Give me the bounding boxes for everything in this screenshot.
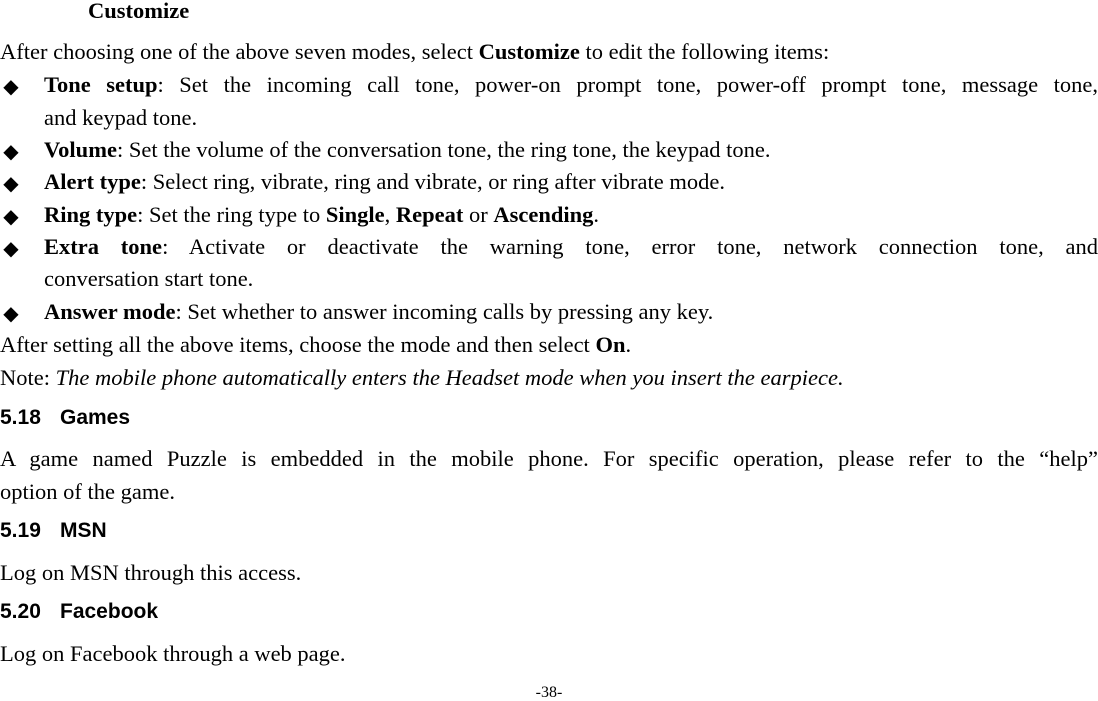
ring-type-option-ascending: Ascending [493, 202, 594, 227]
ring-type-sep1: , [384, 202, 396, 227]
section-heading-msn [0, 520, 107, 541]
volume-term: Volume [44, 137, 117, 162]
section-title: MSN [60, 519, 107, 542]
answer-mode-text: : Set whether to answer incoming calls by pressing any key. [175, 299, 714, 324]
answer-mode-term: Answer mode [44, 299, 176, 324]
intro-bold-customize: Customize [478, 39, 580, 64]
alert-type-term: Alert type [44, 169, 141, 194]
section-number: 5.18 [0, 406, 41, 429]
after-setting-bold-on: On [595, 332, 626, 357]
volume-line [44, 139, 771, 162]
alert-type-line [44, 171, 725, 194]
section-number: 5.20 [0, 600, 41, 623]
after-setting-text: After setting all the above items, choose the mode and then select [0, 332, 596, 357]
diamond-bullet-icon: ◆ [3, 236, 19, 260]
intro-suffix: to edit the following items: [579, 39, 830, 64]
diamond-bullet-icon: ◆ [3, 204, 19, 228]
section-number: 5.19 [0, 519, 41, 542]
ring-type-option-repeat: Repeat [395, 202, 464, 227]
volume-text: : Set the volume of the conversation tone, the ring tone, the keypad tone. [116, 137, 771, 162]
ring-type-text: : Set the ring type to [137, 202, 326, 227]
msn-paragraph: Log on MSN through this access. [0, 560, 302, 585]
tone-setup-line1 [44, 74, 1098, 97]
extra-tone-line1 [44, 236, 1098, 259]
customize-intro [0, 41, 829, 64]
games-paragraph-line1: A game named Puzzle is embedded in the mobile phone. For specific operation, please refer to the “help” [0, 446, 1098, 471]
after-setting-line [0, 334, 631, 357]
extra-tone-term: Extra tone [44, 234, 163, 259]
games-paragraph-line2: option of the game. [0, 479, 175, 504]
page-number: -38- [535, 684, 563, 701]
tone-setup-term: Tone setup [44, 72, 158, 97]
tone-setup-line2: and keypad tone. [44, 105, 198, 130]
section-title: Games [60, 406, 131, 429]
section-heading-games [0, 407, 130, 428]
diamond-bullet-icon: ◆ [3, 301, 19, 325]
after-setting-suffix: . [625, 332, 632, 357]
tone-setup-text: : Set the incoming call tone, power-on prompt tone, power-off prompt tone, message tone, [157, 72, 1098, 97]
diamond-bullet-icon: ◆ [3, 171, 19, 195]
ring-type-sep2: or [463, 202, 494, 227]
diamond-bullet-icon: ◆ [3, 139, 19, 163]
ring-type-line [44, 204, 599, 227]
ring-type-option-single: Single [325, 202, 385, 227]
intro-prefix: After choosing one of the above seven modes, select [0, 39, 479, 64]
note-line [0, 367, 844, 390]
diamond-bullet-icon: ◆ [3, 74, 19, 98]
extra-tone-line2: conversation start tone. [44, 266, 254, 291]
extra-tone-text: : Activate or deactivate the warning tone, error tone, network connection tone, and [162, 234, 1098, 259]
customize-heading: Customize [88, 0, 190, 23]
note-text: The mobile phone automatically enters the Headset mode when you insert the earpiece. [55, 365, 844, 390]
ring-type-term: Ring type [44, 202, 138, 227]
alert-type-text: : Select ring, vibrate, ring and vibrate, or ring after vibrate mode. [140, 169, 726, 194]
ring-type-end: . [593, 202, 600, 227]
section-title: Facebook [60, 600, 159, 623]
section-heading-facebook [0, 601, 158, 622]
answer-mode-line [44, 301, 713, 324]
note-label: Note: [0, 365, 56, 390]
facebook-paragraph: Log on Facebook through a web page. [0, 641, 346, 666]
